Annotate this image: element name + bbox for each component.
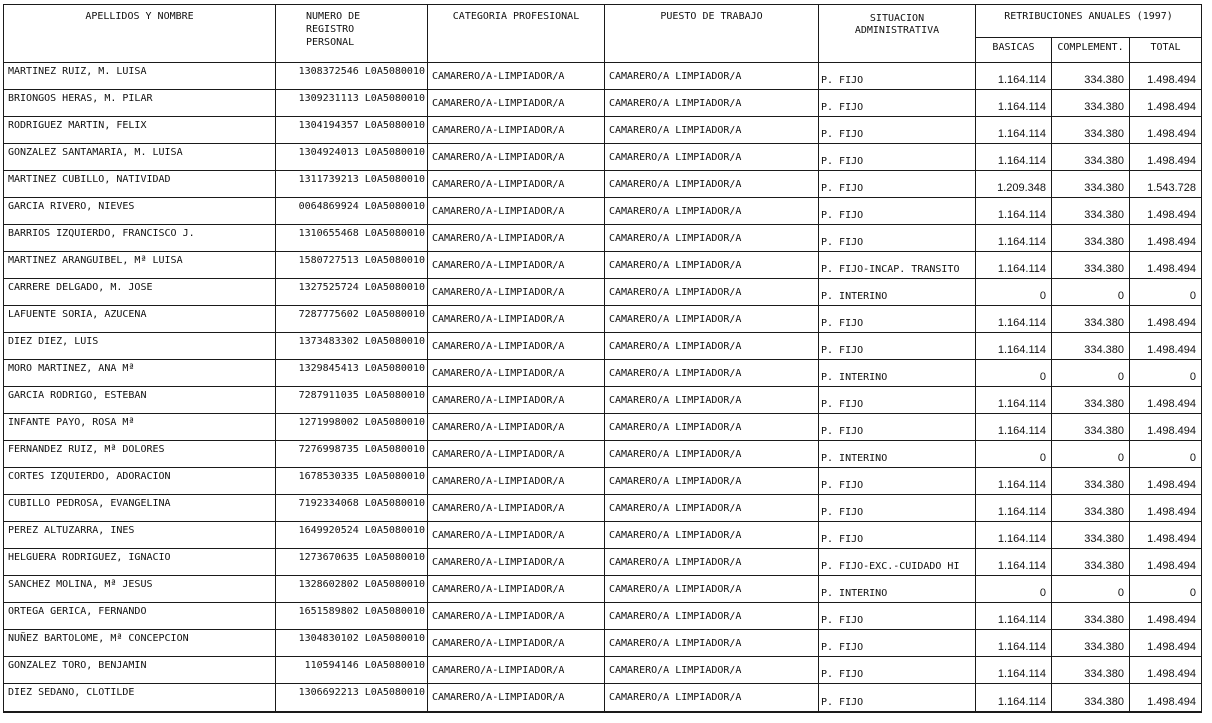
cell-registro: 7192334068 L0A5080010	[276, 495, 428, 522]
cell-categoria: CAMARERO/A-LIMPIADOR/A	[428, 657, 605, 684]
cell-basicas: 1.164.114	[976, 90, 1052, 117]
cell-situacion: P. FIJO	[819, 468, 976, 495]
table-row	[4, 684, 1202, 712]
table-row	[4, 252, 1202, 279]
cell-total: 1.498.494	[1130, 387, 1202, 414]
cell-basicas: 0	[976, 576, 1052, 603]
cell-nombre: CORTES IZQUIERDO, ADORACION	[4, 468, 276, 495]
cell-complement: 334.380	[1052, 684, 1130, 712]
table-row	[4, 90, 1202, 117]
header-total: TOTAL	[1130, 38, 1202, 63]
cell-nombre: GARCIA RIVERO, NIEVES	[4, 198, 276, 225]
table-row	[4, 117, 1202, 144]
cell-categoria: CAMARERO/A-LIMPIADOR/A	[428, 630, 605, 657]
cell-puesto: CAMARERO/A LIMPIADOR/A	[605, 684, 819, 712]
table-row	[4, 306, 1202, 333]
cell-complement: 0	[1052, 441, 1130, 468]
cell-registro: 1271998002 L0A5080010	[276, 414, 428, 441]
cell-situacion: P. FIJO	[819, 63, 976, 90]
table-row	[4, 225, 1202, 252]
cell-categoria: CAMARERO/A-LIMPIADOR/A	[428, 468, 605, 495]
cell-complement: 334.380	[1052, 117, 1130, 144]
cell-basicas: 1.164.114	[976, 387, 1052, 414]
cell-registro: 1328602802 L0A5080010	[276, 576, 428, 603]
cell-total: 1.498.494	[1130, 198, 1202, 225]
cell-situacion: P. INTERINO	[819, 576, 976, 603]
header-categoria: CATEGORIA PROFESIONAL	[428, 5, 605, 63]
cell-nombre: GARCIA RODRIGO, ESTEBAN	[4, 387, 276, 414]
cell-basicas: 0	[976, 360, 1052, 387]
cell-puesto: CAMARERO/A LIMPIADOR/A	[605, 495, 819, 522]
cell-situacion: P. FIJO	[819, 657, 976, 684]
cell-basicas: 1.164.114	[976, 198, 1052, 225]
table-row	[4, 522, 1202, 549]
cell-total: 1.498.494	[1130, 468, 1202, 495]
cell-total: 0	[1130, 279, 1202, 306]
cell-total: 1.498.494	[1130, 333, 1202, 360]
cell-total: 1.498.494	[1130, 657, 1202, 684]
cell-basicas: 1.164.114	[976, 252, 1052, 279]
cell-total: 1.498.494	[1130, 90, 1202, 117]
cell-nombre: MARTINEZ RUIZ, M. LUISA	[4, 63, 276, 90]
table-row	[4, 441, 1202, 468]
table-row	[4, 495, 1202, 522]
cell-nombre: BARRIOS IZQUIERDO, FRANCISCO J.	[4, 225, 276, 252]
cell-categoria: CAMARERO/A-LIMPIADOR/A	[428, 576, 605, 603]
personnel-table	[3, 4, 1202, 713]
cell-categoria: CAMARERO/A-LIMPIADOR/A	[428, 306, 605, 333]
cell-puesto: CAMARERO/A LIMPIADOR/A	[605, 657, 819, 684]
cell-complement: 334.380	[1052, 603, 1130, 630]
cell-complement: 334.380	[1052, 522, 1130, 549]
cell-nombre: BRIONGOS HERAS, M. PILAR	[4, 90, 276, 117]
cell-nombre: LAFUENTE SORIA, AZUCENA	[4, 306, 276, 333]
cell-puesto: CAMARERO/A LIMPIADOR/A	[605, 603, 819, 630]
cell-categoria: CAMARERO/A-LIMPIADOR/A	[428, 684, 605, 712]
cell-complement: 334.380	[1052, 225, 1130, 252]
cell-total: 1.498.494	[1130, 495, 1202, 522]
header-basicas: BASICAS	[976, 38, 1052, 63]
cell-categoria: CAMARERO/A-LIMPIADOR/A	[428, 90, 605, 117]
cell-complement: 0	[1052, 279, 1130, 306]
cell-total: 1.498.494	[1130, 522, 1202, 549]
cell-registro: 1329845413 L0A5080010	[276, 360, 428, 387]
cell-categoria: CAMARERO/A-LIMPIADOR/A	[428, 333, 605, 360]
cell-categoria: CAMARERO/A-LIMPIADOR/A	[428, 549, 605, 576]
cell-complement: 334.380	[1052, 171, 1130, 198]
cell-nombre: ORTEGA GERICA, FERNANDO	[4, 603, 276, 630]
cell-categoria: CAMARERO/A-LIMPIADOR/A	[428, 144, 605, 171]
cell-puesto: CAMARERO/A LIMPIADOR/A	[605, 171, 819, 198]
cell-puesto: CAMARERO/A LIMPIADOR/A	[605, 279, 819, 306]
cell-puesto: CAMARERO/A LIMPIADOR/A	[605, 414, 819, 441]
cell-complement: 334.380	[1052, 495, 1130, 522]
cell-complement: 334.380	[1052, 414, 1130, 441]
cell-categoria: CAMARERO/A-LIMPIADOR/A	[428, 171, 605, 198]
header-nombre: APELLIDOS Y NOMBRE	[4, 5, 276, 63]
cell-nombre: MORO MARTINEZ, ANA Mª	[4, 360, 276, 387]
cell-registro: 1308372546 L0A5080010	[276, 63, 428, 90]
cell-complement: 334.380	[1052, 657, 1130, 684]
cell-basicas: 0	[976, 279, 1052, 306]
cell-nombre: RODRIGUEZ MARTIN, FELIX	[4, 117, 276, 144]
table-row	[4, 333, 1202, 360]
cell-nombre: DIEZ DIEZ, LUIS	[4, 333, 276, 360]
table-row	[4, 171, 1202, 198]
cell-registro: 1311739213 L0A5080010	[276, 171, 428, 198]
cell-nombre: HELGUERA RODRIGUEZ, IGNACIO	[4, 549, 276, 576]
cell-complement: 334.380	[1052, 252, 1130, 279]
cell-categoria: CAMARERO/A-LIMPIADOR/A	[428, 252, 605, 279]
table-row	[4, 549, 1202, 576]
cell-categoria: CAMARERO/A-LIMPIADOR/A	[428, 360, 605, 387]
cell-nombre: PEREZ ALTUZARRA, INES	[4, 522, 276, 549]
cell-total: 1.498.494	[1130, 252, 1202, 279]
table-header	[4, 5, 1202, 63]
table-row	[4, 279, 1202, 306]
cell-nombre: MARTINEZ ARANGUIBEL, Mª LUISA	[4, 252, 276, 279]
header-situacion-line: ADMINISTRATIVA	[854, 25, 940, 36]
cell-complement: 0	[1052, 576, 1130, 603]
cell-nombre: CARRERE DELGADO, M. JOSE	[4, 279, 276, 306]
cell-categoria: CAMARERO/A-LIMPIADOR/A	[428, 522, 605, 549]
cell-nombre: FERNANDEZ RUIZ, Mª DOLORES	[4, 441, 276, 468]
cell-registro: 1651589802 L0A5080010	[276, 603, 428, 630]
cell-situacion: P. FIJO	[819, 171, 976, 198]
header-complement: COMPLEMENT.	[1052, 38, 1130, 63]
cell-total: 1.498.494	[1130, 306, 1202, 333]
cell-registro: 1310655468 L0A5080010	[276, 225, 428, 252]
cell-puesto: CAMARERO/A LIMPIADOR/A	[605, 90, 819, 117]
cell-situacion: P. FIJO	[819, 495, 976, 522]
cell-registro: 1327525724 L0A5080010	[276, 279, 428, 306]
cell-registro: 1306692213 L0A5080010	[276, 684, 428, 712]
cell-registro: 1649920524 L0A5080010	[276, 522, 428, 549]
header-retribuciones: RETRIBUCIONES ANUALES (1997)	[976, 5, 1202, 38]
cell-nombre: MARTINEZ CUBILLO, NATIVIDAD	[4, 171, 276, 198]
cell-basicas: 1.164.114	[976, 468, 1052, 495]
cell-nombre: SANCHEZ MOLINA, Mª JESUS	[4, 576, 276, 603]
cell-complement: 334.380	[1052, 468, 1130, 495]
cell-situacion: P. FIJO	[819, 522, 976, 549]
cell-categoria: CAMARERO/A-LIMPIADOR/A	[428, 225, 605, 252]
cell-categoria: CAMARERO/A-LIMPIADOR/A	[428, 441, 605, 468]
header-registro-line: NUMERO DE	[306, 11, 361, 22]
cell-puesto: CAMARERO/A LIMPIADOR/A	[605, 387, 819, 414]
cell-registro: 7287911035 L0A5080010	[276, 387, 428, 414]
cell-puesto: CAMARERO/A LIMPIADOR/A	[605, 306, 819, 333]
cell-puesto: CAMARERO/A LIMPIADOR/A	[605, 144, 819, 171]
cell-puesto: CAMARERO/A LIMPIADOR/A	[605, 333, 819, 360]
header-registro-line: REGISTRO	[306, 24, 355, 35]
cell-basicas: 1.164.114	[976, 333, 1052, 360]
cell-complement: 334.380	[1052, 90, 1130, 117]
cell-registro: 1273670635 L0A5080010	[276, 549, 428, 576]
header-registro-line: PERSONAL	[306, 37, 355, 48]
cell-total: 1.498.494	[1130, 549, 1202, 576]
cell-categoria: CAMARERO/A-LIMPIADOR/A	[428, 495, 605, 522]
cell-situacion: P. FIJO-INCAP. TRANSITO	[819, 252, 976, 279]
cell-puesto: CAMARERO/A LIMPIADOR/A	[605, 225, 819, 252]
cell-basicas: 0	[976, 441, 1052, 468]
table-row	[4, 603, 1202, 630]
cell-total: 0	[1130, 576, 1202, 603]
cell-registro: 1304194357 L0A5080010	[276, 117, 428, 144]
cell-categoria: CAMARERO/A-LIMPIADOR/A	[428, 387, 605, 414]
cell-puesto: CAMARERO/A LIMPIADOR/A	[605, 252, 819, 279]
cell-registro: 7287775602 L0A5080010	[276, 306, 428, 333]
cell-situacion: P. FIJO	[819, 387, 976, 414]
cell-nombre: GONZALEZ TORO, BENJAMIN	[4, 657, 276, 684]
cell-total: 1.498.494	[1130, 63, 1202, 90]
cell-puesto: CAMARERO/A LIMPIADOR/A	[605, 63, 819, 90]
cell-complement: 334.380	[1052, 549, 1130, 576]
cell-basicas: 1.164.114	[976, 63, 1052, 90]
cell-complement: 334.380	[1052, 630, 1130, 657]
cell-total: 1.498.494	[1130, 630, 1202, 657]
cell-registro: 1304924013 L0A5080010	[276, 144, 428, 171]
cell-situacion: P. INTERINO	[819, 279, 976, 306]
table-body	[4, 63, 1202, 712]
cell-situacion: P. FIJO	[819, 117, 976, 144]
cell-total: 1.498.494	[1130, 603, 1202, 630]
cell-categoria: CAMARERO/A-LIMPIADOR/A	[428, 414, 605, 441]
header-registro	[276, 5, 428, 63]
cell-puesto: CAMARERO/A LIMPIADOR/A	[605, 468, 819, 495]
cell-puesto: CAMARERO/A LIMPIADOR/A	[605, 117, 819, 144]
cell-situacion: P. FIJO-EXC.-CUIDADO HI	[819, 549, 976, 576]
cell-situacion: P. FIJO	[819, 225, 976, 252]
cell-registro: 1373483302 L0A5080010	[276, 333, 428, 360]
header-puesto: PUESTO DE TRABAJO	[605, 5, 819, 63]
table-row	[4, 387, 1202, 414]
cell-basicas: 1.209.348	[976, 171, 1052, 198]
cell-situacion: P. FIJO	[819, 414, 976, 441]
table-row	[4, 63, 1202, 90]
cell-basicas: 1.164.114	[976, 144, 1052, 171]
cell-total: 0	[1130, 360, 1202, 387]
cell-basicas: 1.164.114	[976, 306, 1052, 333]
cell-situacion: P. FIJO	[819, 333, 976, 360]
cell-registro: 1678530335 L0A5080010	[276, 468, 428, 495]
cell-basicas: 1.164.114	[976, 117, 1052, 144]
cell-registro: 110594146 L0A5080010	[276, 657, 428, 684]
cell-registro: 0064869924 L0A5080010	[276, 198, 428, 225]
table-row	[4, 576, 1202, 603]
cell-complement: 334.380	[1052, 63, 1130, 90]
table-row	[4, 144, 1202, 171]
cell-puesto: CAMARERO/A LIMPIADOR/A	[605, 576, 819, 603]
cell-categoria: CAMARERO/A-LIMPIADOR/A	[428, 279, 605, 306]
cell-situacion: P. INTERINO	[819, 441, 976, 468]
cell-nombre: CUBILLO PEDROSA, EVANGELINA	[4, 495, 276, 522]
cell-situacion: P. FIJO	[819, 144, 976, 171]
cell-puesto: CAMARERO/A LIMPIADOR/A	[605, 549, 819, 576]
cell-basicas: 1.164.114	[976, 495, 1052, 522]
cell-puesto: CAMARERO/A LIMPIADOR/A	[605, 630, 819, 657]
cell-registro: 1304830102 L0A5080010	[276, 630, 428, 657]
header-situacion-line: SITUACION	[869, 13, 925, 24]
cell-complement: 334.380	[1052, 306, 1130, 333]
cell-total: 1.498.494	[1130, 684, 1202, 712]
table-row	[4, 468, 1202, 495]
cell-puesto: CAMARERO/A LIMPIADOR/A	[605, 198, 819, 225]
cell-situacion: P. FIJO	[819, 603, 976, 630]
cell-registro: 1309231113 L0A5080010	[276, 90, 428, 117]
cell-complement: 334.380	[1052, 198, 1130, 225]
cell-complement: 0	[1052, 360, 1130, 387]
header-situacion	[819, 5, 976, 63]
cell-nombre: INFANTE PAYO, ROSA Mª	[4, 414, 276, 441]
cell-total: 0	[1130, 441, 1202, 468]
cell-puesto: CAMARERO/A LIMPIADOR/A	[605, 522, 819, 549]
table-row	[4, 657, 1202, 684]
cell-complement: 334.380	[1052, 387, 1130, 414]
cell-total: 1.498.494	[1130, 225, 1202, 252]
cell-basicas: 1.164.114	[976, 549, 1052, 576]
cell-total: 1.498.494	[1130, 414, 1202, 441]
cell-categoria: CAMARERO/A-LIMPIADOR/A	[428, 198, 605, 225]
cell-situacion: P. FIJO	[819, 306, 976, 333]
cell-basicas: 1.164.114	[976, 657, 1052, 684]
cell-nombre: DIEZ SEDANO, CLOTILDE	[4, 684, 276, 712]
cell-basicas: 1.164.114	[976, 630, 1052, 657]
cell-nombre: NUÑEZ BARTOLOME, Mª CONCEPCION	[4, 630, 276, 657]
cell-basicas: 1.164.114	[976, 684, 1052, 712]
cell-puesto: CAMARERO/A LIMPIADOR/A	[605, 441, 819, 468]
cell-registro: 7276998735 L0A5080010	[276, 441, 428, 468]
cell-situacion: P. FIJO	[819, 90, 976, 117]
table-row	[4, 414, 1202, 441]
cell-situacion: P. INTERINO	[819, 360, 976, 387]
cell-basicas: 1.164.114	[976, 225, 1052, 252]
table-row	[4, 630, 1202, 657]
cell-situacion: P. FIJO	[819, 198, 976, 225]
cell-basicas: 1.164.114	[976, 603, 1052, 630]
cell-nombre: GONZALEZ SANTAMARIA, M. LUISA	[4, 144, 276, 171]
cell-complement: 334.380	[1052, 144, 1130, 171]
cell-total: 1.498.494	[1130, 144, 1202, 171]
cell-total: 1.543.728	[1130, 171, 1202, 198]
cell-basicas: 1.164.114	[976, 414, 1052, 441]
cell-puesto: CAMARERO/A LIMPIADOR/A	[605, 360, 819, 387]
cell-categoria: CAMARERO/A-LIMPIADOR/A	[428, 603, 605, 630]
table-row	[4, 198, 1202, 225]
cell-basicas: 1.164.114	[976, 522, 1052, 549]
cell-situacion: P. FIJO	[819, 630, 976, 657]
cell-categoria: CAMARERO/A-LIMPIADOR/A	[428, 63, 605, 90]
cell-registro: 1580727513 L0A5080010	[276, 252, 428, 279]
cell-total: 1.498.494	[1130, 117, 1202, 144]
cell-categoria: CAMARERO/A-LIMPIADOR/A	[428, 117, 605, 144]
cell-complement: 334.380	[1052, 333, 1130, 360]
cell-situacion: P. FIJO	[819, 684, 976, 712]
table-row	[4, 360, 1202, 387]
